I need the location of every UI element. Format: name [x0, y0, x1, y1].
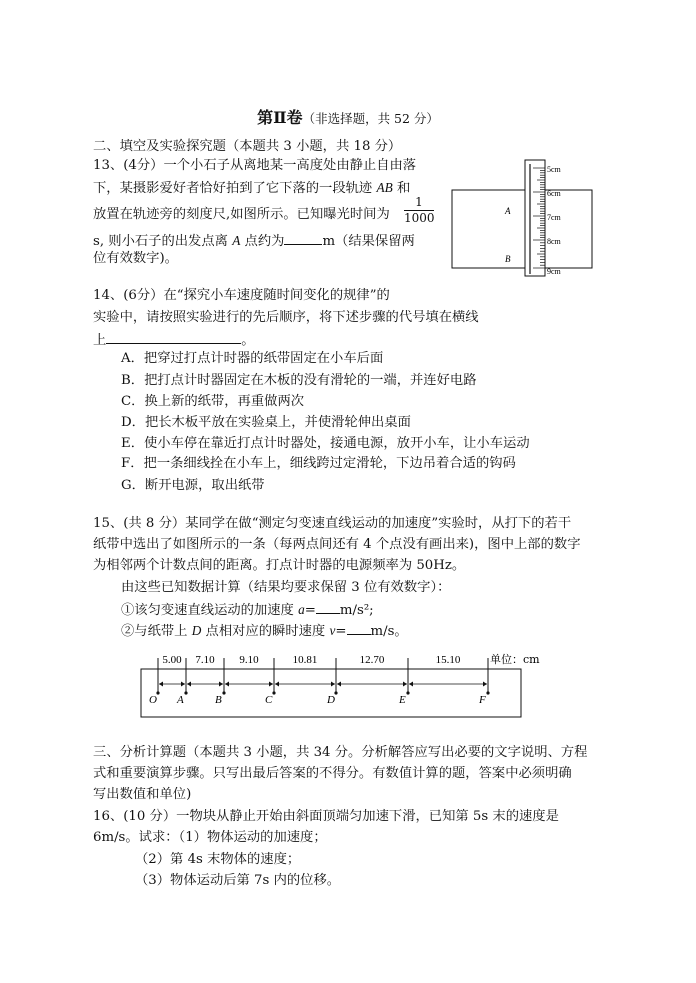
q16-line3: （2）第 4s 末物体的速度； [135, 852, 301, 867]
arrow-head [225, 682, 229, 687]
q15-line5: ①该匀变速直线运动的加速度 a= m/s²; [121, 602, 374, 618]
q13-line4: s, 则小石子的出发点离 A 点约为 m（结果保留两 [93, 233, 415, 249]
fraction-denominator: 1000 [404, 211, 435, 225]
arrow-head [159, 682, 163, 687]
q16-line4: （3）物体运动后第 7s 内的位移。 [135, 873, 341, 888]
section-title [0, 105, 696, 128]
q14-option-d: D．把长木板平放在实验桌上，并使滑轮伸出桌面 [121, 415, 411, 430]
ruler-label-6cm: 6cm [547, 189, 561, 198]
q14-option-c: C．换上新的纸带，再重做两次 [121, 394, 305, 409]
arrow-head [181, 682, 185, 687]
tape-point-label: C [265, 694, 273, 706]
arrow-head [403, 682, 407, 687]
q15-line2: 纸带中选出了如图所示的一条（每两点间还有 4 个点没有画出来)，图中上部的数字 [93, 537, 581, 552]
tape-dot [184, 691, 187, 694]
paper-part-title: 第Ⅱ卷 [257, 108, 303, 127]
q13-fraction [404, 195, 434, 226]
arrow-head [409, 682, 413, 687]
q13-ab-var: AB [376, 180, 393, 195]
paper-part-subtitle: （非选择题，共 52 分） [302, 111, 439, 126]
answer-blank[interactable] [106, 330, 241, 344]
arrow-head [275, 682, 279, 687]
tape-dot [486, 691, 489, 694]
tape-distance-label: 15.10 [435, 654, 461, 666]
tape-point-label: E [399, 694, 406, 706]
answer-blank[interactable] [347, 621, 371, 635]
q14-option-a: A．把穿过打点计时器的纸带固定在小车后面 [121, 351, 384, 366]
arrow-head [331, 682, 335, 687]
tape-point-label: O [149, 694, 157, 706]
photo-frame [452, 190, 592, 268]
answer-blank[interactable] [316, 600, 340, 614]
arrow-head [269, 682, 273, 687]
q15-line6: ②与纸带上 D 点相对应的瞬时速度 v= m/s。 [121, 623, 408, 639]
q13-line3: 放置在轨迹旁的刻度尺,如图所示。已知曝光时间为 [93, 207, 390, 222]
tape-distance-label: 7.10 [195, 654, 215, 666]
ruler-figure [450, 158, 600, 278]
q15-line1: 15、(共 8 分）某同学在做“测定匀变速直线运动的加速度”实验时，从打下的若干 [93, 516, 572, 531]
q14-option-b: B．把打点计时器固定在木板的没有滑轮的一端，并连好电路 [121, 373, 477, 388]
point-b-label: B [505, 254, 511, 264]
arrow-head [219, 682, 223, 687]
q14-line2: 实验中，请按照实验进行的先后顺序，将下述步骤的代号填在横线 [93, 310, 479, 325]
q15-line3: 为相邻两个计数点间的距离。打点计时器的电源频率为 50Hz。 [93, 558, 466, 573]
q16-line2: 6m/s。试求：（1）物体运动的加速度； [93, 830, 327, 845]
q13-line1: 13、(4分）一个小石子从离地某一高度处由静止自由落 [93, 158, 417, 173]
q14-line1: 14、(6分）在“探究小车速度随时间变化的规律”的 [93, 288, 390, 303]
tape-distance-label: 10.81 [292, 654, 318, 666]
answer-blank[interactable] [284, 231, 322, 245]
section3-line2: 式和重要演算步骤。只写出最后答案的不得分。有数值计算的题，答案中必须明确 [93, 766, 572, 781]
tape-distance-label: 5.00 [162, 654, 182, 666]
fraction-numerator: 1 [404, 195, 434, 211]
point-a-label: A [505, 206, 511, 216]
arrow-head [187, 682, 191, 687]
q16-line1: 16、(10 分）一物块从静止开始由斜面顶端匀加速下滑，已知第 5s 末的速度是 [93, 809, 559, 824]
section2-heading: 二、填空及实验探究题（本题共 3 小题，共 18 分） [93, 139, 402, 154]
tape-dot [222, 691, 225, 694]
ruler-label-5cm: 5cm [547, 165, 561, 174]
q14-option-f: F．把一条细线拴在小车上，细线跨过定滑轮，下边吊着合适的钩码 [121, 456, 516, 471]
tape-figure [140, 646, 540, 726]
ruler-label-7cm: 7cm [547, 213, 561, 222]
q13-line2: 下，某摄影爱好者恰好拍到了它下落的一段轨迹 AB 和 [93, 180, 411, 196]
ruler-label-8cm: 8cm [547, 237, 561, 246]
q13-line5: 位有效数字)。 [93, 251, 178, 266]
tape-dot [406, 691, 409, 694]
tape-marks [149, 654, 490, 706]
arrow-head [337, 682, 341, 687]
tape-distance-label: 9.10 [239, 654, 259, 666]
ruler-label-9cm: 9cm [547, 267, 561, 276]
section3-line3: 写出数值和单位) [93, 787, 192, 802]
paper-tape [141, 669, 521, 717]
tape-distance-label: 12.70 [359, 654, 385, 666]
q15-line4: 由这些已知数据计算（结果均要求保留 3 位有效数字）： [121, 580, 451, 595]
tape-point-label: D [327, 694, 335, 706]
tape-point-label: B [215, 694, 222, 706]
q14-option-e: E．使小车停在靠近打点计时器处，接通电源，放开小车，让小车运动 [121, 436, 530, 451]
tape-dot [272, 691, 275, 694]
q14-line3: 上 。 [93, 330, 255, 350]
q14-option-g: G．断开电源，取出纸带 [121, 478, 265, 493]
tape-point-label: F [479, 694, 486, 706]
tape-unit-label: 单位：cm [490, 653, 540, 666]
section3-line1: 三、分析计算题（本题共 3 小题，共 34 分。分析解答应写出必要的文字说明、方程 [93, 745, 588, 760]
arrow-head [483, 682, 487, 687]
tape-point-label: A [177, 694, 184, 706]
